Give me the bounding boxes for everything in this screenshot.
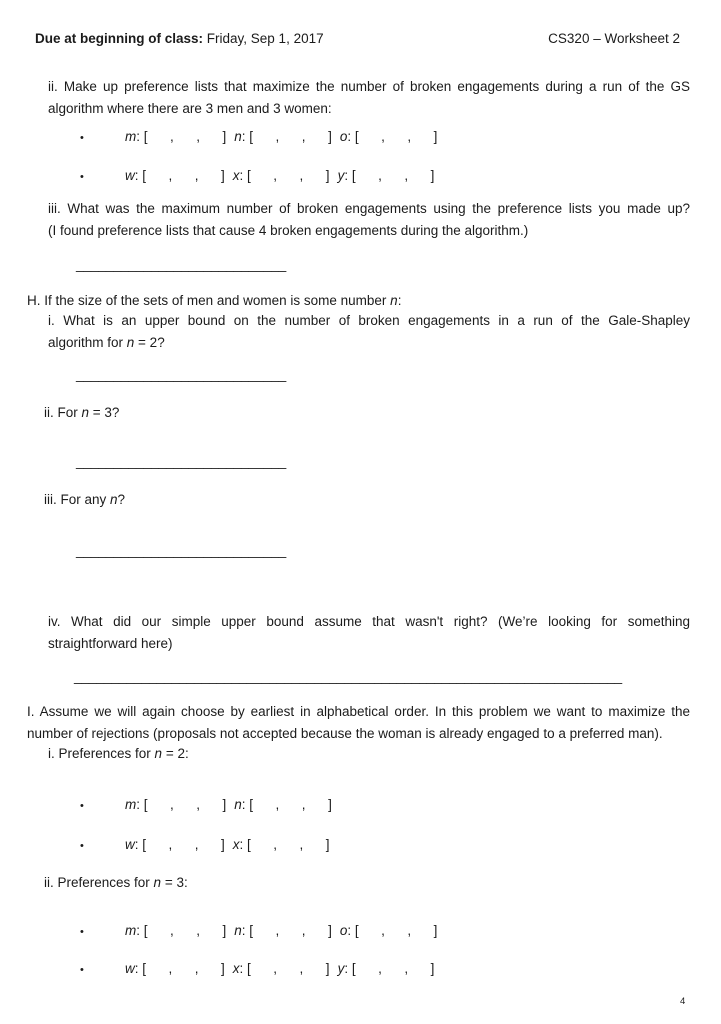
question-iii: [48, 198, 690, 241]
question-ii-line1: ii. Make up preference lists that maximize the number of broken engagements during a run of the GS: [48, 79, 690, 94]
question-h-iv: [48, 611, 690, 654]
answer-blank-1: ____________________________: [76, 257, 287, 272]
pref-list-wxy-2: w: [ , , ] x: [ , , ] y: [ , , ]: [125, 961, 435, 976]
bullet-icon: •: [80, 964, 84, 976]
answer-blank-4: ____________________________: [76, 543, 287, 558]
question-iii-line2: (I found preference lists that cause 4 broken engagements during the algorithm.): [48, 222, 529, 238]
bullet-icon: •: [80, 926, 84, 938]
answer-blank-2: ____________________________: [76, 367, 287, 382]
bullet-icon: •: [80, 171, 84, 183]
question-h-ii: ii. For n = 3?: [44, 405, 120, 420]
pref-list-mno: m: [ , , ] n: [ , , ] o: [ , , ]: [125, 129, 438, 144]
pref-list-row-mno: [80, 126, 445, 150]
section-i-intro: [27, 701, 690, 744]
due-date-value: Friday, Sep 1, 2017: [203, 31, 324, 46]
section-i-line1: I. Assume we will again choose by earliest in alphabetical order. In this problem we want to maximize the: [27, 704, 690, 719]
pref-list-row-wxy: [80, 165, 442, 189]
pref-list-row-wx: [80, 834, 338, 858]
pref-list-wx: w: [ , , ] x: [ , , ]: [125, 837, 330, 852]
question-h-iv-line2: straightforward here): [48, 635, 173, 651]
question-h-iv-line1: iv. What did our simple upper bound assume that wasn't right? (We’re looking for something: [48, 614, 690, 629]
answer-blank-5: _________________________________________________________________________: [74, 669, 623, 684]
pref-list-row-mn: [80, 794, 340, 818]
bullet-icon: •: [80, 132, 84, 144]
question-h-i-line2: algorithm for n = 2?: [48, 334, 165, 350]
question-h-i: [48, 310, 690, 353]
pref-list-wxy: w: [ , , ] x: [ , , ] y: [ , , ]: [125, 168, 435, 183]
pref-list-mno-2: m: [ , , ] n: [ , , ] o: [ , , ]: [125, 923, 438, 938]
question-h-i-line1: i. What is an upper bound on the number of broken engagements in a run of the Gale-Shapley: [48, 313, 690, 328]
course-worksheet-header: CS320 – Worksheet 2: [548, 31, 680, 46]
question-i-ii: ii. Preferences for n = 3:: [44, 875, 188, 890]
due-date-header: [35, 28, 324, 50]
section-h-intro: H. If the size of the sets of men and women is some number n:: [27, 293, 402, 308]
question-i-i: i. Preferences for n = 2:: [48, 746, 189, 761]
pref-list-row-mno-2: [80, 920, 445, 944]
pref-list-mn: m: [ , , ] n: [ , , ]: [125, 797, 332, 812]
question-ii: [48, 76, 690, 119]
question-ii-line2: algorithm where there are 3 men and 3 women:: [48, 100, 332, 116]
question-h-iii: iii. For any n?: [44, 492, 126, 507]
bullet-icon: •: [80, 840, 84, 852]
section-i-line2: number of rejections (proposals not accepted because the woman is already engaged to a preferred man).: [27, 725, 663, 741]
due-date-label: Due at beginning of class:: [35, 31, 204, 46]
answer-blank-3: ____________________________: [76, 454, 287, 469]
question-iii-line1: iii. What was the maximum number of broken engagements using the preference lists you made up?: [48, 201, 690, 216]
page-number: 4: [680, 996, 686, 1007]
pref-list-row-wxy-2: [80, 958, 442, 982]
bullet-icon: •: [80, 800, 84, 812]
